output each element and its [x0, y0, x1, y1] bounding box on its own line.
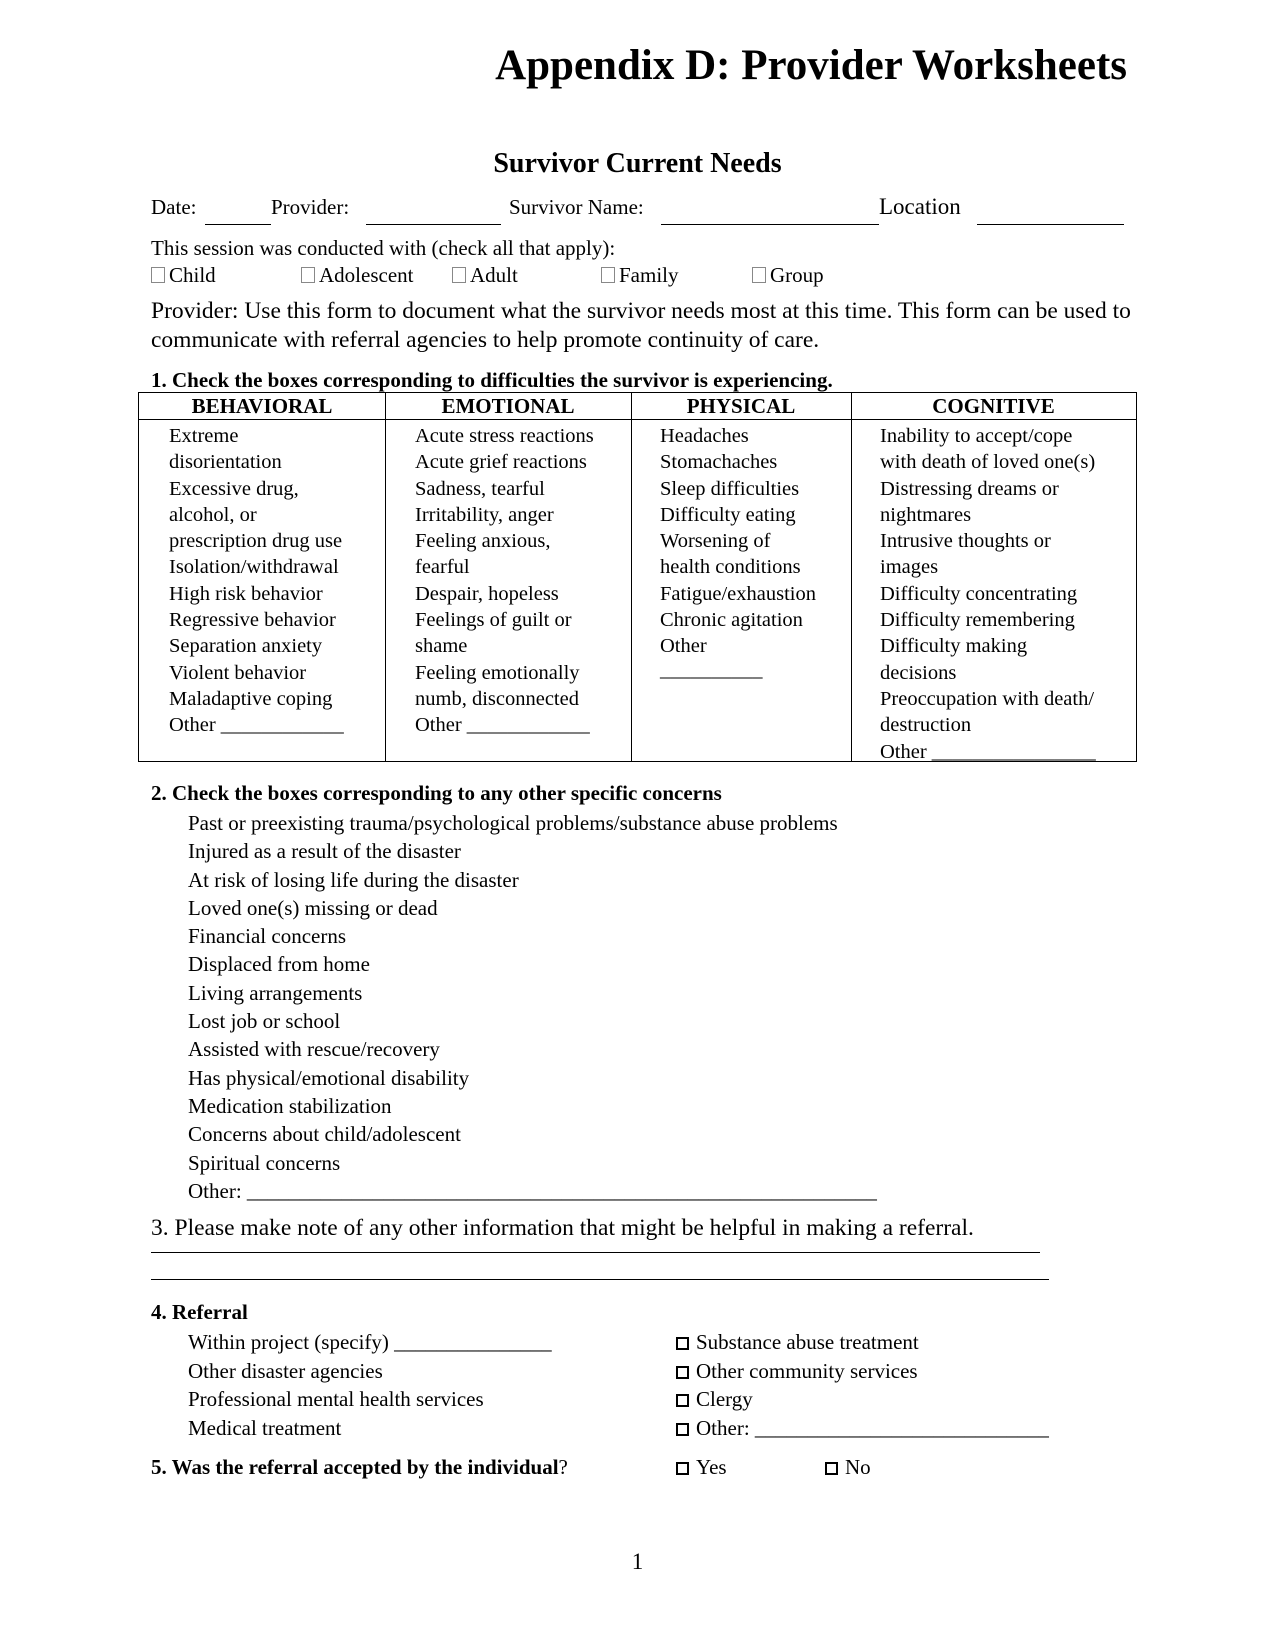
list-item[interactable]: Loved one(s) missing or dead [188, 895, 438, 920]
option-label: Group [770, 263, 824, 287]
list-item[interactable]: Excessive drug, [169, 477, 299, 500]
checkbox[interactable] [676, 1337, 689, 1350]
checkbox[interactable] [676, 1366, 689, 1379]
list-item[interactable]: Past or preexisting trauma/psychological problems/substance abuse problems [188, 811, 838, 835]
list-item[interactable]: Has physical/emotional disability [188, 1065, 470, 1090]
date-field[interactable] [205, 204, 271, 225]
concerns-list [188, 809, 877, 1205]
notes-line-2[interactable] [151, 1275, 1049, 1280]
list-item[interactable]: Financial concerns [188, 924, 347, 949]
instructions: Provider: Use this form to document what the survivor needs most at this time. This form can be used to communicate with referral agencies to help promote continuity of care. [151, 298, 1131, 353]
list-item[interactable]: Sadness, tearful [415, 477, 545, 500]
appendix-title: Appendix D: Provider Worksheets [495, 42, 1127, 89]
form-title: Survivor Current Needs [493, 148, 782, 179]
checkbox[interactable] [825, 1462, 838, 1475]
emotional-list [415, 423, 594, 739]
list-item[interactable]: Assisted with rescue/recovery [188, 1037, 440, 1062]
list-item: decisions [880, 661, 957, 684]
list-item[interactable]: Other [660, 635, 707, 658]
list-item[interactable]: Feeling anxious, [415, 530, 551, 553]
location-field[interactable] [977, 204, 1124, 225]
column-header-physical: PHYSICAL [686, 394, 796, 418]
checkbox[interactable] [752, 267, 766, 283]
option-label: Clergy [696, 1387, 753, 1412]
section4-heading: 4. Referral [151, 1300, 248, 1324]
list-item[interactable]: Isolation/withdrawal [169, 556, 339, 579]
session-option-family[interactable] [601, 265, 679, 286]
option-label: Adult [470, 263, 518, 287]
list-item: fearful [415, 556, 470, 579]
location-label: Location [879, 194, 961, 219]
survivor-name-label: Survivor Name: [509, 195, 644, 219]
referral-community-services[interactable] [676, 1357, 1049, 1386]
provider-label: Provider: [271, 195, 350, 219]
checkbox[interactable] [676, 1394, 689, 1407]
referral-medical-treatment[interactable]: Medical treatment [188, 1415, 342, 1440]
list-item[interactable]: Other ____________ [169, 714, 344, 737]
list-item[interactable]: Other ____________ [415, 714, 590, 737]
checkbox[interactable] [151, 267, 165, 283]
list-item[interactable]: Lost job or school [188, 1009, 341, 1034]
list-item[interactable]: Intrusive thoughts or [880, 530, 1051, 553]
list-item[interactable]: Separation anxiety [169, 635, 323, 658]
column-header-behavioral: BEHAVIORAL [191, 394, 333, 418]
list-item[interactable]: High risk behavior [169, 582, 323, 605]
list-item[interactable]: Displaced from home [188, 952, 370, 977]
list-item: shame [415, 635, 468, 658]
list-item: alcohol, or [169, 503, 257, 526]
difficulties-table [138, 392, 1137, 762]
checkbox[interactable] [601, 267, 615, 283]
referral-accepted-no[interactable] [825, 1457, 871, 1478]
session-option-adolescent[interactable] [301, 265, 413, 286]
list-item[interactable]: Difficulty remembering [880, 609, 1075, 632]
provider-field[interactable] [366, 204, 501, 225]
session-intro: This session was conducted with (check all that apply): [151, 236, 616, 260]
option-label: Other: ____________________________ [696, 1415, 1049, 1440]
checkbox[interactable] [301, 267, 315, 283]
list-item[interactable]: Headaches [660, 425, 749, 447]
list-item[interactable]: Injured as a result of the disaster [188, 839, 461, 864]
list-item[interactable]: Other: ____________________________________________________________ [188, 1178, 877, 1203]
list-item[interactable]: Feeling emotionally [415, 661, 580, 684]
list-item[interactable]: Feelings of guilt or [415, 609, 572, 632]
list-item[interactable]: Stomachaches [660, 451, 778, 474]
list-item[interactable]: At risk of losing life during the disaster [188, 867, 519, 892]
checkbox[interactable] [452, 267, 466, 283]
section5-question: 5. Was the referral accepted by the individual? [151, 1455, 568, 1479]
list-item[interactable]: Spiritual concerns [188, 1150, 341, 1175]
session-option-adult[interactable] [452, 265, 518, 286]
list-item[interactable]: Acute stress reactions [415, 425, 594, 447]
section1-heading: 1. Check the boxes corresponding to difficulties the survivor is experiencing. [151, 368, 833, 392]
referral-within-project[interactable]: Within project (specify) _______________ [188, 1330, 552, 1354]
behavioral-list [169, 423, 344, 739]
list-item: prescription drug use [169, 530, 343, 553]
list-item[interactable]: Other ________________ [880, 740, 1096, 763]
list-item[interactable]: Irritability, anger [415, 503, 554, 526]
list-item[interactable]: Preoccupation with death/ [880, 687, 1095, 710]
list-item[interactable]: Difficulty concentrating [880, 582, 1078, 605]
list-item: destruction [880, 714, 972, 737]
physical-list [660, 423, 816, 683]
column-header-emotional: EMOTIONAL [441, 394, 575, 418]
list-item[interactable]: Chronic agitation [660, 609, 803, 632]
list-item[interactable]: Sleep difficulties [660, 477, 800, 500]
list-item[interactable]: Violent behavior [169, 661, 307, 684]
referral-accepted-yes[interactable] [676, 1457, 727, 1478]
list-item[interactable]: Distressing dreams or [880, 477, 1059, 500]
referral-clergy[interactable] [676, 1385, 1049, 1414]
option-label: Adolescent [319, 263, 414, 287]
survivor-name-field[interactable] [661, 204, 879, 225]
list-item[interactable]: Despair, hopeless [415, 582, 559, 605]
list-item[interactable]: Fatigue/exhaustion [660, 582, 817, 605]
option-label: Child [169, 263, 216, 287]
date-label: Date: [151, 195, 197, 219]
column-header-cognitive: COGNITIVE [932, 394, 1055, 418]
list-item[interactable]: Concerns about child/adolescent [188, 1122, 461, 1147]
cognitive-list [880, 423, 1096, 765]
referral-other-disaster-agencies[interactable]: Other disaster agencies [188, 1358, 383, 1383]
list-item[interactable]: Inability to accept/cope [880, 425, 1073, 447]
list-item[interactable]: Medication stabilization [188, 1093, 392, 1118]
list-item[interactable]: Regressive behavior [169, 609, 336, 632]
option-label: Substance abuse treatment [696, 1330, 919, 1354]
list-item[interactable]: Difficulty eating [660, 503, 796, 526]
list-item: with death of loved one(s) [880, 451, 1096, 474]
list-item: images [880, 556, 939, 579]
list-item[interactable]: Maladaptive coping [169, 687, 333, 710]
option-label: No [845, 1455, 871, 1479]
list-item: disorientation [169, 451, 282, 474]
list-item: nightmares [880, 503, 972, 526]
section3-text: 3. Please make note of any other information that might be helpful in making a referral. [151, 1215, 974, 1241]
session-option-group[interactable] [752, 265, 824, 286]
checkbox[interactable] [676, 1462, 689, 1475]
option-label: Family [619, 263, 679, 287]
list-item[interactable]: Acute grief reactions [415, 451, 587, 474]
list-item[interactable]: Difficulty making [880, 635, 1028, 658]
list-item: numb, disconnected [415, 687, 579, 710]
referral-substance-abuse[interactable] [676, 1328, 1049, 1357]
option-label: Other community services [696, 1358, 918, 1383]
session-option-child[interactable] [151, 265, 216, 286]
referral-right-list [676, 1328, 1049, 1442]
referral-left-list [188, 1328, 552, 1442]
referral-mental-health[interactable]: Professional mental health services [188, 1387, 484, 1412]
checkbox[interactable] [676, 1423, 689, 1436]
page-number: 1 [631, 1549, 644, 1574]
notes-line-1[interactable] [151, 1248, 1040, 1253]
section2-heading: 2. Check the boxes corresponding to any other specific concerns [151, 781, 722, 805]
list-item[interactable]: Worsening of [660, 530, 771, 553]
list-item: health conditions [660, 556, 801, 579]
list-item[interactable]: Extreme [169, 425, 239, 447]
referral-other[interactable] [676, 1414, 1049, 1443]
list-item: __________ [660, 658, 763, 681]
list-item[interactable]: Living arrangements [188, 980, 363, 1005]
option-label: Yes [696, 1455, 727, 1479]
